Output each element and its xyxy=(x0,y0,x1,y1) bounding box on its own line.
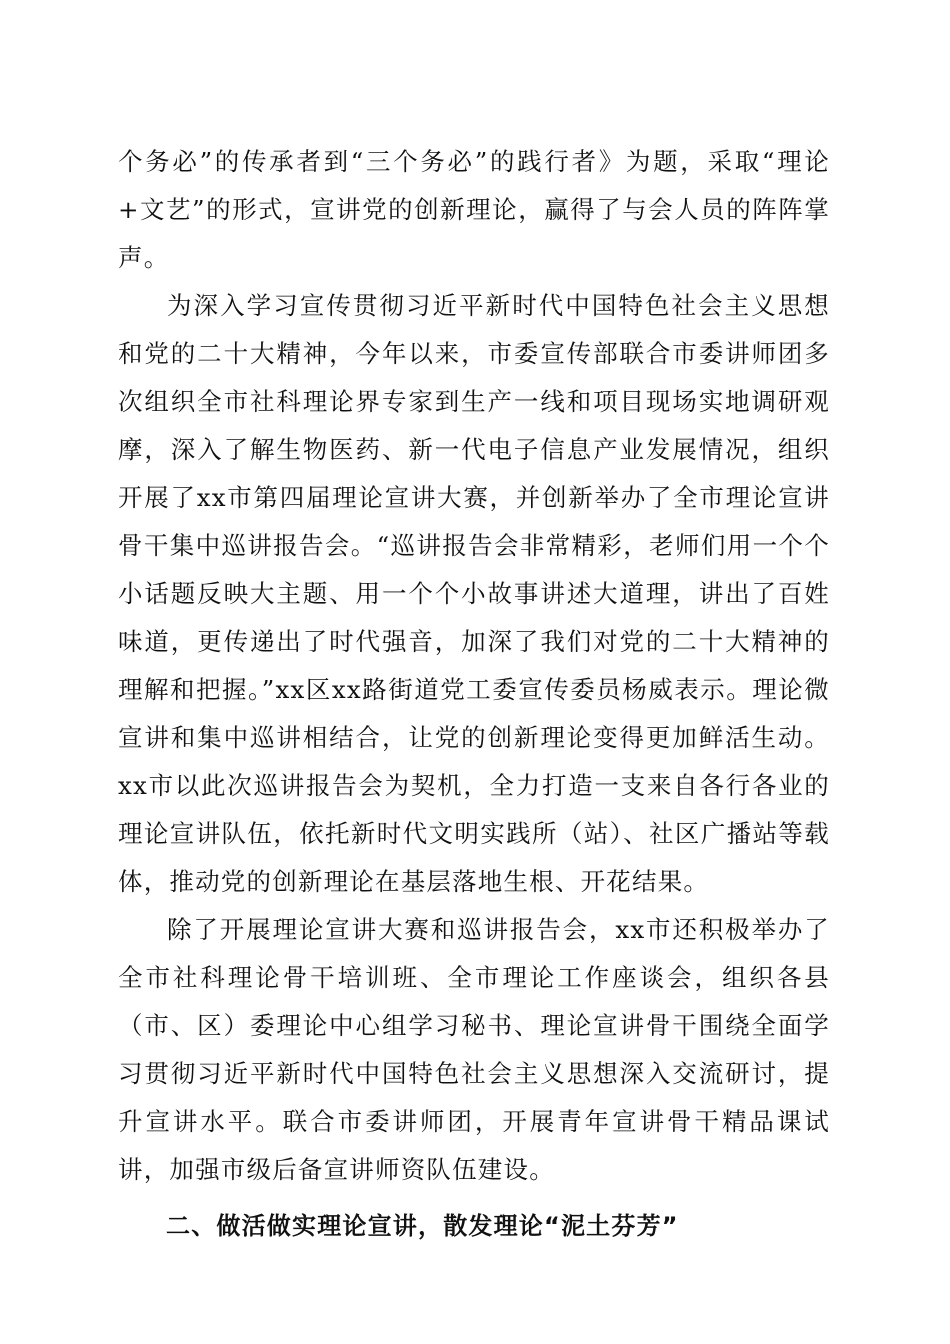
document-body xyxy=(118,138,830,1250)
paragraph-lecture-tour: 为深入学习宣传贯彻习近平新时代中国特色社会主义思想和党的二十大精神，今年以来，市委宣传部联合市委讲师团多次组织全市社科理论界专家到生产一线和项目现场实地调研观摩，深入了解生物医药、新一代电子信息产业发展情况，组织开展了xx市第四届理论宣讲大赛，并创新举办了全市理论宣讲骨干集中巡讲报告会。“巡讲报告会非常精彩，老师们用一个个小话题反映大主题、用一个个小故事讲述大道理，讲出了百姓味道，更传递出了时代强音，加深了我们对党的二十大精神的理解和把握。”xx区xx路街道党工委宣传委员杨威表示。理论微宣讲和集中巡讲相结合，让党的创新理论变得更加鲜活生动。xx市以此次巡讲报告会为契机，全力打造一支来自各行各业的理论宣讲队伍，依托新时代文明实践所（站）、社区广播站等载体，推动党的创新理论在基层落地生根、开花结果。 xyxy=(118,291,830,896)
paragraph-training: 除了开展理论宣讲大赛和巡讲报告会，xx市还积极举办了全市社科理论骨干培训班、全市理论工作座谈会，组织各县（市、区）委理论中心组学习秘书、理论宣讲骨干围绕全面学习贯彻习近平新时代中国特色社会主义思想深入交流研讨，提升宣讲水平。联合市委讲师团，开展青年宣讲骨干精品课试讲，加强市级后备宣讲师资队伍建设。 xyxy=(118,915,830,1184)
section-heading: 二、做活做实理论宣讲，散发理论“泥土芬芳” xyxy=(166,1212,679,1240)
paragraph-continuation: 个务必”的传承者到“三个务必”的践行者》为题，采取“理论+文艺”的形式，宣讲党的创新理论，赢得了与会人员的阵阵掌声。 xyxy=(118,147,830,272)
